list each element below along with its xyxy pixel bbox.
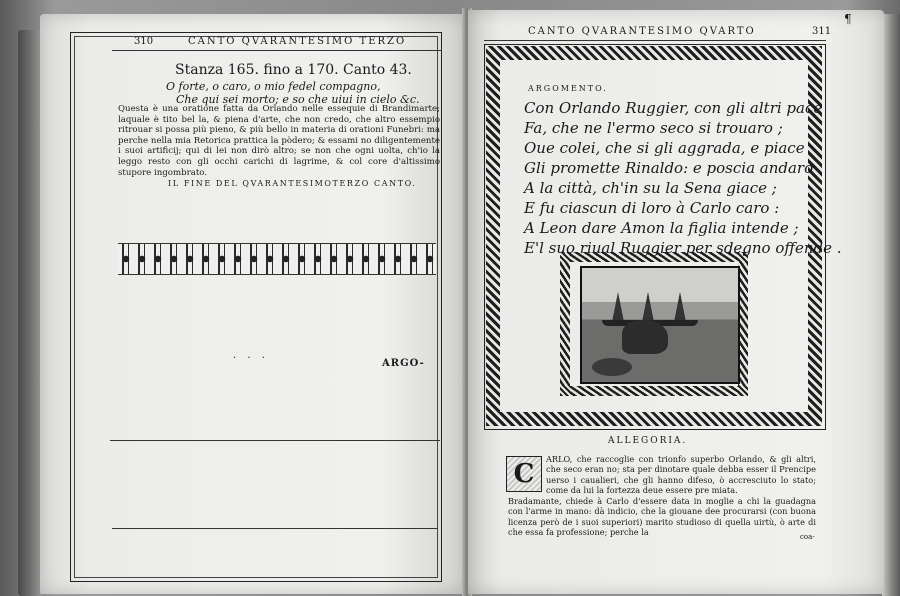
argomento-label: ARGOMENTO. [528, 84, 608, 93]
right-head-rule [484, 40, 826, 41]
stanza-heading: Stanza 165. fino a 170. Canto 43. [175, 62, 412, 78]
ornamental-band [118, 243, 436, 275]
argomento-line-1: Con Orlando Ruggier, con gli altri pace [524, 99, 823, 117]
woodcut-rider [622, 320, 668, 354]
argomento-line-4: Gli promette Rinaldo: e poscia andaro [524, 159, 814, 177]
book-edge-left [18, 30, 42, 596]
left-catchword: ARGO- [382, 358, 425, 369]
commentary-prose: Questa è una oratione fatta da Orlando nelle essequie di Brandimarte; laquale è tito bel la, & piena d'arte, che non credo, che altro essempio ritrouar si possa più pieno, & più bello in materia di orationi Funebri: ma perche nella mia Retorica prattica la pòdero; & essami no diligentemente i suoi artificij; qui di lei non dirò altro; se non che ogni uolta, ch'io la leggo resto con gli occhi carichi di lagrime, & col core d'altissimo stupore ingombrato. [118, 104, 440, 178]
woodcut-illustration [580, 266, 740, 384]
argomento-line-2: Fa, che ne l'ermo seco si trouaro ; [524, 119, 783, 137]
right-running-head: CANTO QVARANTESIMO QVARTO [528, 26, 756, 37]
ornament-dots: . . . [233, 350, 269, 361]
right-page-number: 311 [812, 26, 832, 37]
left-page-number: 310 [134, 36, 154, 47]
woodcut-figures [592, 358, 632, 376]
verse-line-1: O forte, o caro, o mio fedel compagno, [166, 80, 381, 93]
end-of-canto-line: IL FINE DEL QVARANTESIMOTERZO CANTO. [168, 179, 417, 188]
left-bottom-rule [112, 528, 438, 529]
left-lower-rule [110, 440, 440, 441]
book-edge-right [882, 14, 900, 596]
woodcut-ship-mast [674, 292, 686, 322]
right-catchword: coa- [800, 533, 815, 541]
corner-mark: ¶ [844, 12, 852, 26]
argomento-line-7: A Leon dare Amon la figlia intende ; [524, 219, 799, 237]
argomento-line-3: Oue colei, che si gli aggrada, e piace [524, 139, 805, 157]
woodcut-ship-mast [612, 292, 624, 322]
verse-line-2: Che qui sei morto; e so che uiui in cielo &c. [176, 93, 420, 106]
allegoria-text-1: ARLO, che raccoglie con trionfo superbo Orlando, & gli altri, che seco eran no; sta per dinotare quale debba esser il Prencipe uerso i caualieri, che gli hanno difeso, ò accresciuto lo stato; come da lui la fortezza deue essere pre miata. [546, 454, 816, 496]
allegoria-label: ALLEGORIA. [608, 436, 688, 446]
argomento-line-6: E fu ciascun di loro à Carlo caro : [524, 199, 780, 217]
allegoria-text-2: Bradamante, chiede à Carlo d'essere data in moglie a chi la guadagna con l'arme in mano: dà indicio, che la giouane dee procurarsi (con buona licenza però de i suoi superiori) marito studioso di quella uirtù, ò arte di che essa fa professione; perche la [508, 496, 816, 538]
argomento-line-8: E'l suo riual Ruggier per sdegno offende . [524, 239, 842, 257]
left-running-head: CANTO QVARANTESIMO TERZO [188, 36, 407, 47]
argomento-line-5: A la città, ch'in su la Sena giace ; [524, 179, 777, 197]
woodcut-ship-mast [642, 292, 654, 322]
drop-cap: C [506, 456, 542, 492]
left-head-rule [112, 50, 442, 51]
